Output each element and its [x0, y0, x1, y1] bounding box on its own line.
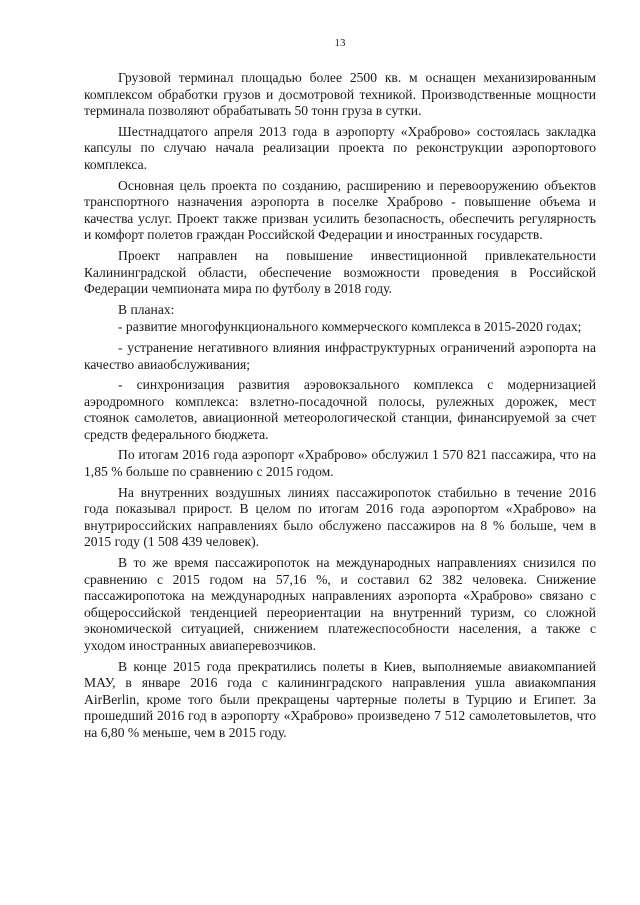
list-item: - развитие многофункционального коммерческого комплекса в 2015-2020 годах; — [118, 319, 582, 335]
paragraph-domestic-traffic: На внутренних воздушных линиях пассажиропоток стабильно в течение 2016 года показывал прирост. В целом по итогам 2016 года аэропортом «Храброво» на внутрироссийских направлениях было обслужено пассажиров на 8 % больше, чем в 2015 году (1 508 439 человек). — [84, 484, 596, 550]
paragraph-passenger-totals: По итогам 2016 года аэропорт «Храброво» обслужил 1 570 821 пассажира, что на 1,85 % больше по сравнению с 2015 годом. — [84, 447, 596, 480]
paragraph-cargo-terminal: Грузовой терминал площадью более 2500 кв. м оснащен механизированным комплексом обработки грузов и досмотровой техникой. Производственные мощности терминала позволяют обрабатывать 50 тонн груза в сутки. — [84, 70, 596, 119]
paragraph-plans-heading: В планах: — [118, 301, 175, 317]
paragraph-investment: Проект направлен на повышение инвестиционной привлекательности Калининградской области, обеспечение возможности проведения в Российской Федерации чемпионата мира по футболу в 2018 году. — [84, 247, 596, 297]
paragraph-capsule-ceremony: Шестнадцатого апреля 2013 года в аэропорту «Храброво» состоялась закладка капсулы по случаю начала реализации проекта по реконструкции аэропортового комплекса. — [84, 123, 596, 172]
paragraph-flights-stopped: В конце 2015 года прекратились полеты в Киев, выполняемые авиакомпанией МАУ, в январе 2016 года с калининградского направления ушла авиакомпания AirBerlin, кроме того были прекращены чартерные полеты в Турцию и Египет. За прошедший 2016 год в аэропорту «Храброво» произведено 7 512 самолетовылетов, что на 6,80 % меньше, чем в 2015 году. — [84, 658, 596, 740]
paragraph-international-traffic: В то же время пассажиропоток на международных направлениях снизился по сравнению с 2015 годом на 57,16 %, и составил 62 382 человека. Снижение пассажиропотока на международных направлениях аэропорта «Храброво» связано с общероссийской тенденцией переориентации на внутренний туризм, со сложной экономической ситуацией, снижением платежеспособности населения, а также с уходом иностранных авиаперевозчиков. — [84, 555, 596, 653]
paragraph-project-goal: Основная цель проекта по созданию, расширению и перевооружению объектов транспортного назначения аэропорта в поселке Храброво - повышение объема и качества услуг. Проект также призван усилить безопасность, обеспечить регулярность и комфорт полетов граждан Российской Федерации и иностранных государств. — [84, 177, 596, 243]
list-item: - синхронизация развития аэровокзального комплекса с модернизацией аэродромного комплекса: взлетно-посадочной полосы, рулежных дорожек, мест стоянок самолетов, авиационной метеорологической станции, финансируемой за счет средств федерального бюджета. — [84, 377, 596, 442]
page-number: 13 — [334, 37, 346, 49]
document-page — [84, 36, 596, 746]
plans-list — [84, 319, 596, 443]
list-item: - устранение негативного влияния инфраструктурных ограничений аэропорта на качество авиаобслуживания; — [84, 339, 596, 372]
